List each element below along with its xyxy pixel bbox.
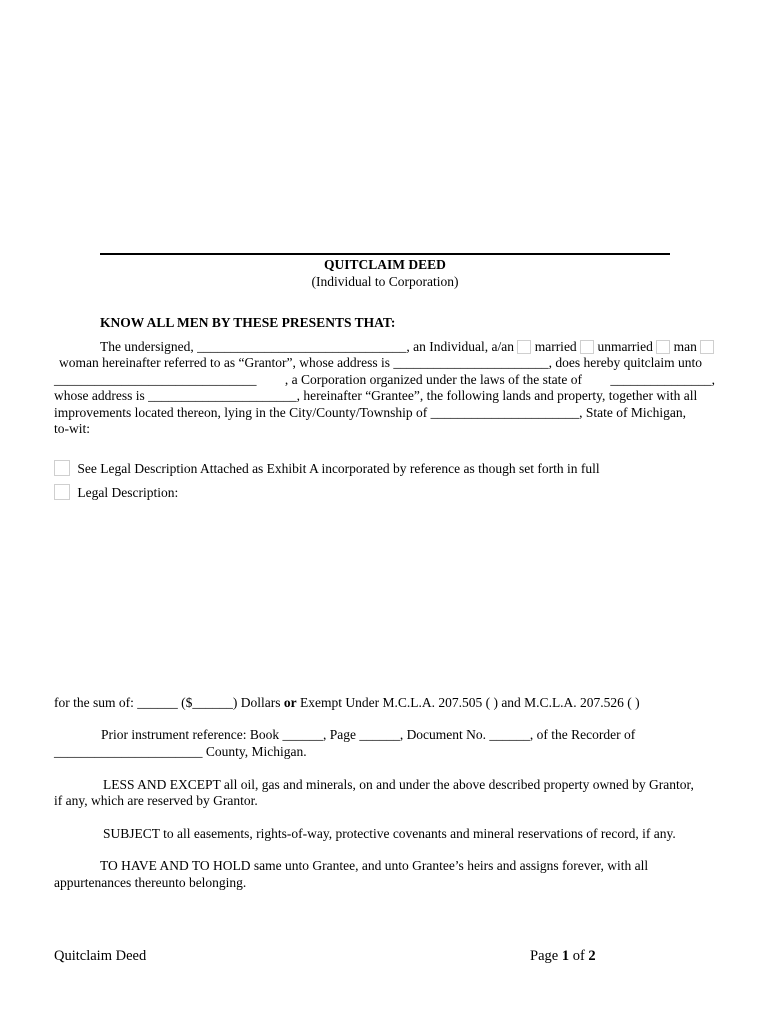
page-word: Page: [530, 948, 562, 964]
habendum-line-1: [100, 857, 715, 874]
corporation-label: , a Corporation organized under the laws of the state of: [284, 372, 582, 387]
legal-description-option: [54, 484, 178, 501]
grantee-line-3: [54, 371, 715, 388]
comma: ,: [711, 372, 715, 387]
state-blank[interactable]: _______________: [610, 372, 712, 387]
know-all-men-heading: KNOW ALL MEN BY THESE PRESENTS THAT:: [100, 315, 396, 330]
grantor-name-blank[interactable]: _______________________________: [197, 339, 407, 354]
grantee-name-blank[interactable]: ______________________________: [54, 372, 257, 387]
document-title: QUITCLAIM DEED: [324, 257, 446, 272]
prior-instrument-line-2: ______________________ County, Michigan.: [54, 744, 307, 759]
grantee-line-5: improvements located thereon, lying in the City/County/Township of ______________________, State of Michigan,: [54, 405, 686, 420]
of-word: of: [569, 948, 589, 964]
exhibit-label: See Legal Description Attached as Exhibit A incorporated by reference as though set forth in full: [77, 461, 600, 476]
man-label: man: [673, 339, 697, 354]
document-subtitle: (Individual to Corporation): [311, 274, 459, 289]
grantor-line-1: [100, 338, 714, 355]
footer-page-number: [530, 948, 596, 965]
sum-label: for the sum of: ______ ($______) Dollars: [54, 695, 284, 710]
less-except-line-1: LESS AND EXCEPT all oil, gas and minerals, on and under the above described property owned by Grantor,: [103, 777, 694, 792]
habendum-line-2: appurtenances thereunto belonging.: [54, 875, 247, 890]
prior-instrument-line-1: Prior instrument reference: Book ______, Page ______, Document No. ______, of the Recorder of: [101, 727, 636, 742]
or-label: or: [283, 695, 297, 710]
exempt-label: Exempt Under M.C.L.A. 207.505 ( ) and M.C.L.A. 207.526 ( ): [296, 695, 640, 710]
legal-description-label: Legal Description:: [77, 485, 179, 500]
subject-clause: SUBJECT to all easements, rights-of-way, protective covenants and mineral reservations of record, if any.: [103, 826, 676, 841]
grantee-line-6: to-wit:: [54, 421, 90, 436]
less-except-line-2: if any, which are reserved by Grantor.: [54, 793, 258, 808]
undersigned-label: The undersigned,: [100, 339, 198, 354]
unmarried-checkbox[interactable]: [580, 340, 594, 354]
man-checkbox[interactable]: [656, 340, 670, 354]
title-rule: [100, 253, 670, 255]
exhibit-checkbox[interactable]: [54, 460, 70, 476]
unmarried-label: unmarried: [597, 339, 653, 354]
consideration-line: [54, 694, 640, 711]
grantor-line-2: woman hereinafter referred to as “Grantor”, whose address is _______________________, does hereby quitclaim unto: [59, 355, 702, 370]
footer-document-name: Quitclaim Deed: [54, 948, 147, 964]
married-checkbox[interactable]: [517, 340, 531, 354]
page-current: 1: [561, 948, 570, 964]
habendum-text: TO HAVE AND TO HOLD same unto Grantee, and unto Grantee’s heirs and assigns forever, with all: [100, 858, 649, 873]
woman-checkbox[interactable]: [700, 340, 714, 354]
legal-description-checkbox[interactable]: [54, 484, 70, 500]
grantee-line-4: whose address is ______________________, hereinafter “Grantee”, the following lands and property, together with all: [54, 388, 698, 403]
exhibit-option: [54, 460, 600, 477]
individual-label: , an Individual, a/an: [406, 339, 514, 354]
page-total: 2: [588, 948, 596, 964]
married-label: married: [534, 339, 577, 354]
